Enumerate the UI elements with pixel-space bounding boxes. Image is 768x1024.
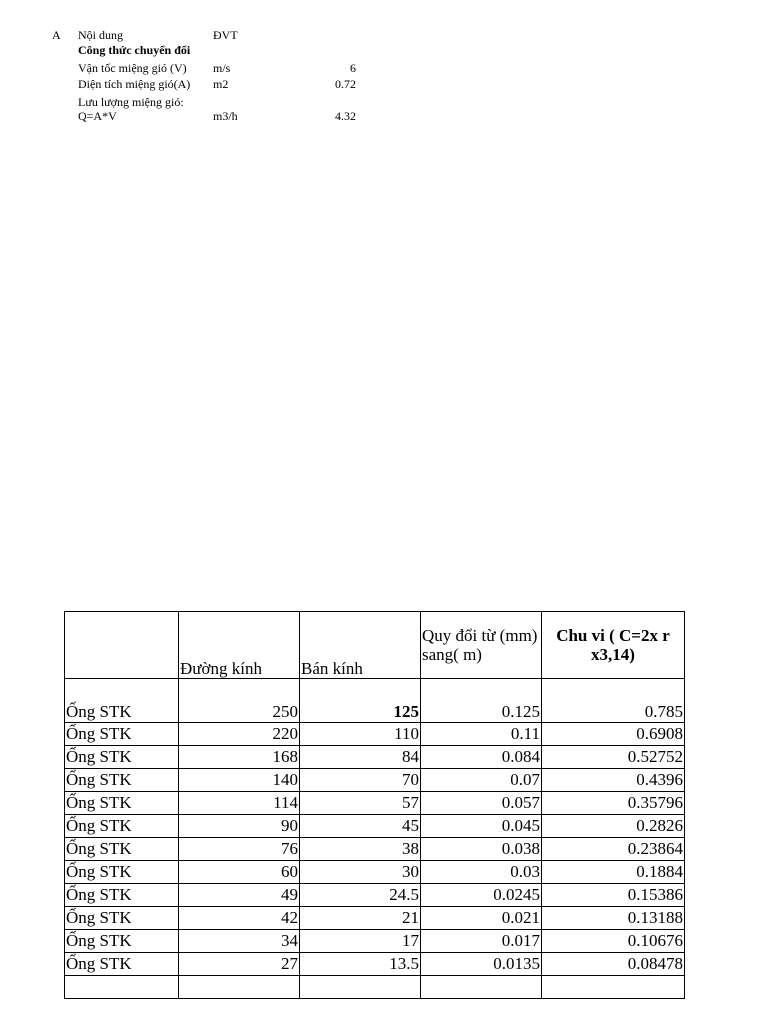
- pipe-perimeter: 0.08478: [542, 953, 685, 976]
- pipe-meters: 0.0245: [421, 884, 542, 907]
- empty-row: [65, 976, 685, 999]
- table-row: [65, 679, 685, 723]
- pipe-perimeter: 0.52752: [542, 746, 685, 769]
- header-diameter: Đường kính: [179, 612, 300, 679]
- area-label: Diện tích miệng gió(A): [78, 77, 191, 91]
- pipe-name: Ống STK: [65, 723, 179, 746]
- header-radius: Bán kính: [300, 612, 421, 679]
- pipe-name: Ống STK: [65, 679, 179, 723]
- area-unit: m2: [213, 77, 229, 91]
- pipe-diameter: 168: [179, 746, 300, 769]
- header-perimeter: Chu vi ( C=2x r x3,14): [542, 612, 685, 679]
- pipe-meters: 0.07: [421, 769, 542, 792]
- pipe-meters: 0.045: [421, 815, 542, 838]
- pipe-radius: 70: [300, 769, 421, 792]
- pipe-radius: 24.5: [300, 884, 421, 907]
- flow-unit: m3/h: [213, 109, 238, 123]
- pipe-radius: 125: [300, 679, 421, 723]
- flow-label: Lưu lượng miệng gió:: [78, 95, 184, 109]
- pipe-perimeter: 0.785: [542, 679, 685, 723]
- table-row: [65, 953, 685, 976]
- table-row: [65, 746, 685, 769]
- table-row: [65, 723, 685, 746]
- table-row: [65, 930, 685, 953]
- table-row: [65, 861, 685, 884]
- pipe-perimeter: 0.23864: [542, 838, 685, 861]
- pipe-diameter: 60: [179, 861, 300, 884]
- flow-formula: Q=A*V: [78, 109, 117, 123]
- pipe-name: Ống STK: [65, 884, 179, 907]
- pipe-meters: 0.057: [421, 792, 542, 815]
- table-row: [65, 815, 685, 838]
- pipe-name: Ống STK: [65, 907, 179, 930]
- pipe-radius: 110: [300, 723, 421, 746]
- table-header-row: [65, 612, 685, 679]
- pipe-perimeter: 0.4396: [542, 769, 685, 792]
- pipe-diameter: 34: [179, 930, 300, 953]
- pipe-diameter: 220: [179, 723, 300, 746]
- header-name: [65, 612, 179, 679]
- pipe-meters: 0.017: [421, 930, 542, 953]
- pipe-meters: 0.021: [421, 907, 542, 930]
- pipe-table: [64, 611, 685, 999]
- pipe-diameter: 76: [179, 838, 300, 861]
- pipe-perimeter: 0.35796: [542, 792, 685, 815]
- pipe-radius: 45: [300, 815, 421, 838]
- pipe-diameter: 90: [179, 815, 300, 838]
- table-row: [65, 792, 685, 815]
- table-row: [65, 907, 685, 930]
- pipe-meters: 0.038: [421, 838, 542, 861]
- flow-value: 4.32: [335, 109, 356, 123]
- pipe-meters: 0.084: [421, 746, 542, 769]
- pipe-diameter: 42: [179, 907, 300, 930]
- pipe-meters: 0.11: [421, 723, 542, 746]
- pipe-name: Ống STK: [65, 861, 179, 884]
- pipe-meters: 0.03: [421, 861, 542, 884]
- pipe-meters: 0.0135: [421, 953, 542, 976]
- pipe-perimeter: 0.1884: [542, 861, 685, 884]
- pipe-perimeter: 0.2826: [542, 815, 685, 838]
- section-label: A: [52, 28, 61, 42]
- pipe-perimeter: 0.13188: [542, 907, 685, 930]
- velocity-label: Vận tốc miệng gió (V): [78, 61, 187, 75]
- area-value: 0.72: [335, 77, 356, 91]
- unit-column-header: ĐVT: [213, 28, 238, 42]
- pipe-name: Ống STK: [65, 746, 179, 769]
- pipe-name: Ống STK: [65, 769, 179, 792]
- pipe-radius: 17: [300, 930, 421, 953]
- pipe-diameter: 27: [179, 953, 300, 976]
- pipe-name: Ống STK: [65, 953, 179, 976]
- velocity-value: 6: [350, 61, 356, 75]
- pipe-name: Ống STK: [65, 792, 179, 815]
- pipe-diameter: 114: [179, 792, 300, 815]
- pipe-radius: 21: [300, 907, 421, 930]
- content-column-header: Nội dung: [78, 28, 123, 42]
- pipe-name: Ống STK: [65, 815, 179, 838]
- pipe-perimeter: 0.10676: [542, 930, 685, 953]
- table-row: [65, 769, 685, 792]
- pipe-radius: 38: [300, 838, 421, 861]
- pipe-radius: 13.5: [300, 953, 421, 976]
- pipe-radius: 57: [300, 792, 421, 815]
- pipe-diameter: 140: [179, 769, 300, 792]
- pipe-diameter: 250: [179, 679, 300, 723]
- table-row: [65, 884, 685, 907]
- pipe-rows: [65, 723, 685, 976]
- velocity-unit: m/s: [213, 61, 231, 75]
- pipe-radius: 84: [300, 746, 421, 769]
- header-convert: Quy đổi từ (mm) sang( m): [421, 612, 542, 679]
- pipe-perimeter: 0.6908: [542, 723, 685, 746]
- pipe-name: Ống STK: [65, 930, 179, 953]
- formula-heading: Công thức chuyển đổi: [78, 43, 191, 57]
- table-row: [65, 838, 685, 861]
- pipe-radius: 30: [300, 861, 421, 884]
- pipe-name: Ống STK: [65, 838, 179, 861]
- pipe-perimeter: 0.15386: [542, 884, 685, 907]
- pipe-meters: 0.125: [421, 679, 542, 723]
- pipe-diameter: 49: [179, 884, 300, 907]
